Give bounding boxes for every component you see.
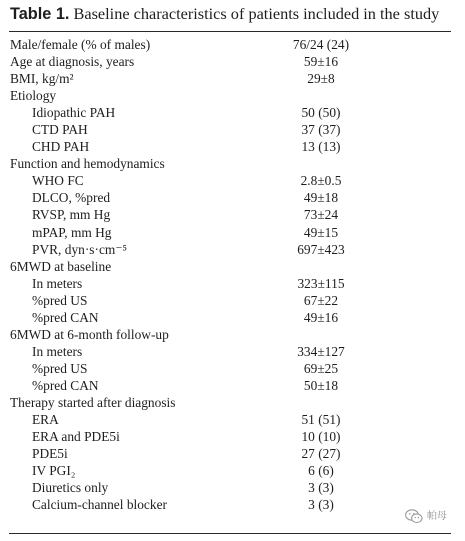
row-value: 50 (50)	[301, 105, 341, 121]
row-label: Idiopathic PAH	[32, 105, 116, 121]
row-value: 73±24	[303, 207, 339, 223]
row-value: 323±115	[297, 275, 345, 291]
row-label: CTD PAH	[32, 122, 88, 138]
table-row	[0, 343, 465, 360]
table-row	[0, 428, 465, 445]
table-section-row	[0, 394, 465, 411]
row-value: 3 (3)	[308, 497, 334, 513]
row-label: PVR, dyn·s·cm⁻⁵	[32, 241, 128, 257]
table-row	[0, 445, 465, 462]
row-label: Male/female (% of males)	[10, 37, 151, 52]
table-row	[0, 292, 465, 309]
row-label: CHD PAH	[32, 139, 90, 155]
row-label: PDE5i	[32, 446, 68, 462]
table-section-row	[0, 87, 465, 104]
watermark-text: 帕母	[427, 511, 447, 522]
row-label: RVSP, mm Hg	[32, 207, 111, 223]
table-row	[0, 496, 465, 513]
row-value: 76/24 (24)	[292, 37, 350, 52]
wechat-icon	[405, 509, 423, 524]
row-label: Calcium-channel blocker	[32, 497, 167, 513]
table-row	[0, 70, 465, 87]
row-value: 2.8±0.5	[300, 173, 342, 189]
row-value: 6 (6)	[308, 463, 334, 479]
table-row	[0, 189, 465, 206]
table-row	[0, 377, 465, 394]
section-label: Etiology	[10, 88, 57, 104]
table-row	[0, 36, 465, 53]
row-value: 13 (13)	[301, 139, 341, 155]
table-section-row	[0, 258, 465, 275]
row-value: 69±25	[303, 360, 339, 376]
table-row	[0, 172, 465, 189]
table-row	[0, 360, 465, 377]
table-row	[0, 104, 465, 121]
row-value: 10 (10)	[301, 429, 341, 445]
row-value: 334±127	[297, 343, 345, 359]
row-label: BMI, kg/m²	[10, 71, 74, 87]
row-label: In meters	[32, 343, 83, 359]
table-row	[0, 53, 465, 70]
row-value: 3 (3)	[308, 480, 334, 496]
section-label: 6MWD at baseline	[10, 258, 112, 274]
table-caption-label: Table 1.	[10, 5, 70, 23]
watermark	[405, 507, 460, 527]
row-value: 50±18	[303, 377, 339, 393]
table-row	[0, 462, 465, 479]
row-label: %pred US	[32, 360, 88, 376]
row-value: 27 (27)	[301, 446, 341, 462]
row-label: %pred CAN	[32, 377, 99, 393]
table-row	[0, 206, 465, 223]
table-row	[0, 224, 465, 241]
table-row	[0, 241, 465, 258]
table-row	[0, 411, 465, 428]
row-value: 49±16	[303, 309, 339, 325]
row-value: 49±15	[303, 224, 339, 240]
row-label: ERA and PDE5i	[32, 429, 120, 445]
table-row	[0, 275, 465, 292]
section-label: Function and hemodynamics	[10, 156, 165, 172]
row-label: WHO FC	[32, 173, 84, 189]
row-label: Age at diagnosis, years	[10, 54, 135, 70]
table-row	[0, 479, 465, 496]
table-body	[0, 36, 465, 513]
table-row	[0, 121, 465, 138]
table-caption-text: Baseline characteristics of patients included in the study	[73, 4, 440, 23]
table-top-rule	[9, 31, 451, 32]
row-label: %pred US	[32, 292, 88, 308]
table-section-row	[0, 326, 465, 343]
row-value: 37 (37)	[301, 122, 341, 138]
row-label: DLCO, %pred	[32, 190, 111, 206]
row-value: 59±16	[303, 54, 339, 70]
table-bottom-rule	[9, 533, 451, 534]
section-label: 6MWD at 6-month follow-up	[10, 326, 169, 342]
row-label: Diuretics only	[32, 480, 109, 496]
row-value: 29±8	[307, 71, 335, 87]
row-label: IV PGI₂	[32, 463, 76, 479]
row-value: 67±22	[303, 292, 339, 308]
table-row	[0, 138, 465, 155]
row-label: ERA	[32, 412, 59, 428]
row-value: 697±423	[297, 241, 345, 257]
row-value: 49±18	[303, 190, 339, 206]
table-row	[0, 309, 465, 326]
row-label: In meters	[32, 275, 83, 291]
row-label: mPAP, mm Hg	[32, 224, 112, 240]
table-caption	[10, 4, 439, 24]
row-label: %pred CAN	[32, 309, 99, 325]
row-value: 51 (51)	[301, 412, 341, 428]
section-label: Therapy started after diagnosis	[10, 394, 176, 410]
table-section-row	[0, 155, 465, 172]
